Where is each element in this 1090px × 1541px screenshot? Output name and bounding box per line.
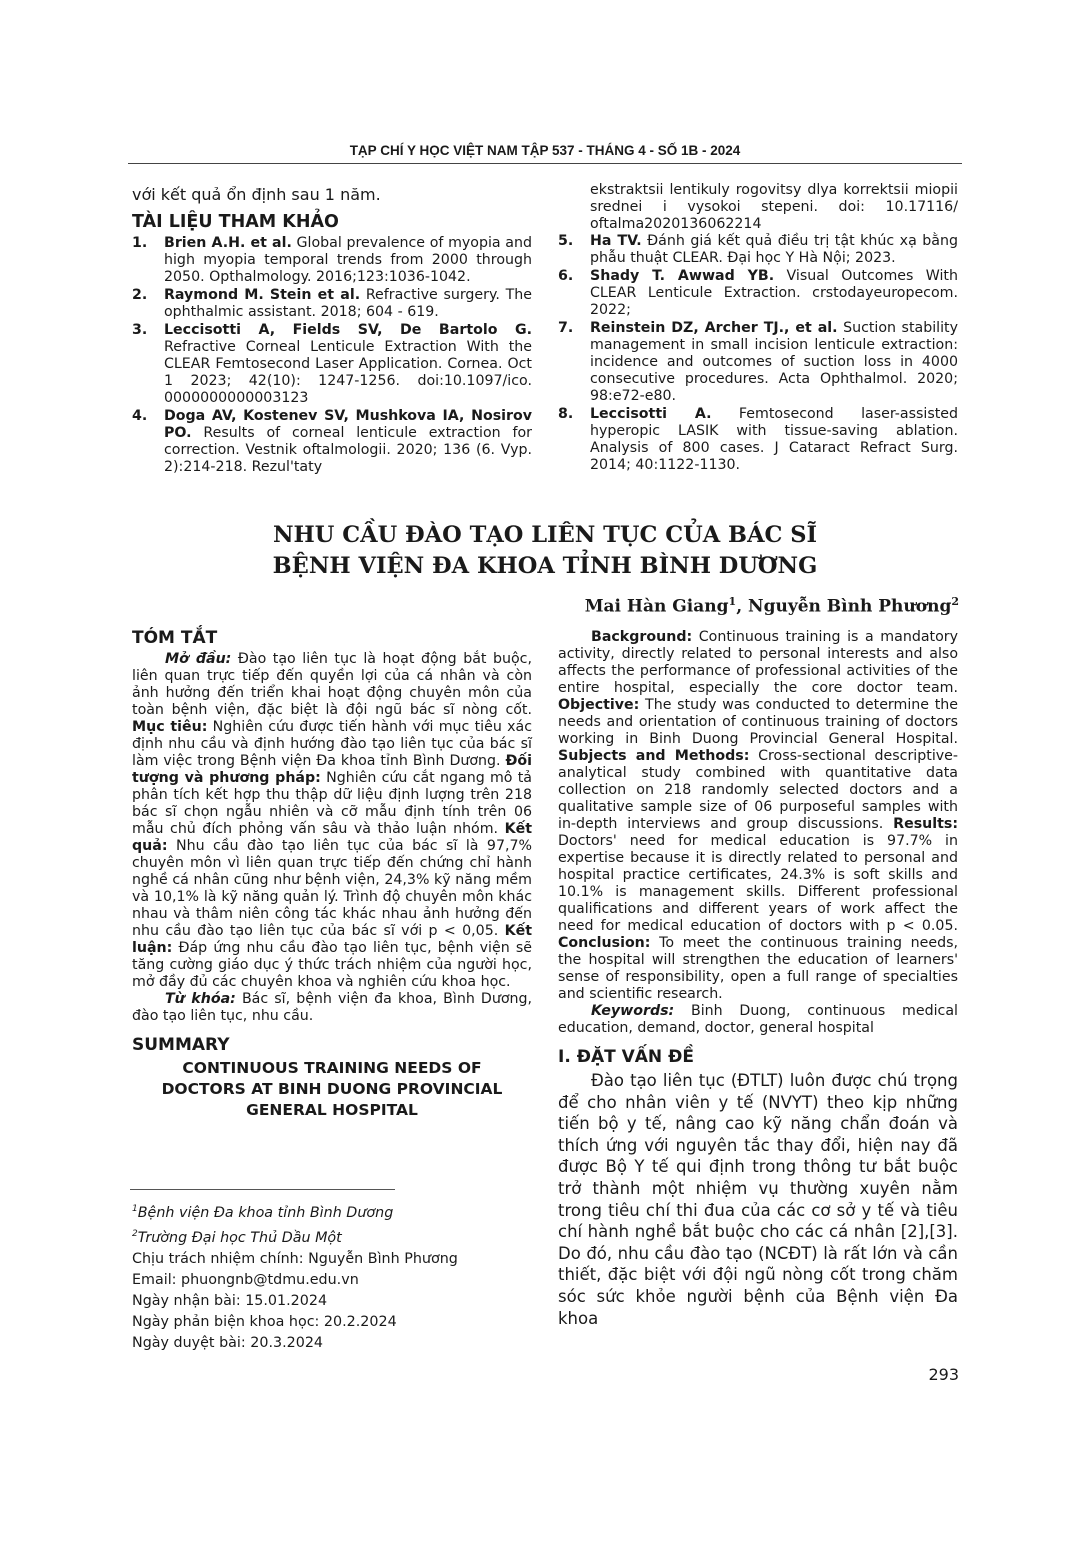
abstract-heading: TÓM TẮT [132, 628, 218, 648]
accepted-date: Ngày duyệt bài: 20.3.2024 [132, 1334, 324, 1351]
received-date: Ngày nhận bài: 15.01.2024 [132, 1292, 328, 1309]
review-date: Ngày phản biện khoa học: 20.2.2024 [132, 1313, 397, 1330]
keywords-vi: Từ khóa: Bác sĩ, bệnh viện đa khoa, Bình Dương, đào tạo liên tục, nhu cầu. [132, 991, 533, 1024]
abstract-vi-column [132, 630, 532, 1121]
abstract-en-column [558, 629, 958, 1329]
intro-heading: I. ĐẶT VẤN ĐỀ [558, 1047, 694, 1067]
footnotes [132, 1199, 458, 1354]
affiliation-1: $^1$Bệnh viện Đa khoa tỉnh Bình Dương [132, 1204, 394, 1221]
reference-item: 2. Raymond M. Stein et al. Refractive surgery. The ophthalmic assistant. 2018; 604 - 619. [132, 287, 533, 320]
references-heading: TÀI LIỆU THAM KHẢO [132, 212, 339, 232]
affiliation-2: $^2$Trường Đại học Thủ Dầu Một [132, 1228, 342, 1246]
responsible-author: Chịu trách nhiệm chính: Nguyễn Bình Phương [132, 1250, 458, 1267]
reference-continuation: ekstraktsii lentikuly rogovitsy dlya korrektsii miopii srednei i vysokoi stepeni. doi: 10.17116/ oftalma2020136062214 [590, 182, 958, 232]
reference-item: 5. Ha TV. Đánh giá kết quả điều trị tật khúc xạ bằng phẫu thuật CLEAR. Đại học Y Hà Nội; 2023. [558, 233, 958, 266]
reference-item: 6. Shady T. Awwad YB. Visual Outcomes With CLEAR Lenticule Extraction. crstodayeuropecom. 2022; [558, 268, 958, 318]
reference-item: 4. Doga AV, Kostenev SV, Mushkova IA, Nosirov PO. Results of corneal lenticule extraction for correction. Vestnik oftalmologii. 2020; 136 (6. Vyp. 2):214-218. Rezul'taty [132, 408, 532, 475]
summary-title: CONTINUOUS TRAINING NEEDS OF DOCTORS AT BINH DUONG PROVINCIAL GENERAL HOSPITAL [161, 1059, 503, 1119]
reference-item: 7. Reinstein DZ, Archer TJ., et al. Suction stability management in small incision lenticule extraction: incidence and outcomes of suction loss in 4000 consecutive procedures. Acta Ophthalmol. 2020; 98:e72-e80. [558, 320, 958, 404]
reference-item: 1. Brien A.H. et al. Global prevalence of myopia and high myopia temporal trends from 2000 through 2050. Opthalmology. 2016;123:1036-1042. [132, 235, 533, 285]
keywords-en: Keywords: Binh Duong, continuous medical education, demand, doctor, general hospital [558, 1003, 958, 1036]
right-references-column [558, 182, 958, 475]
intro-text: Đào tạo liên tục (ĐTLT) luôn được chú trọng để cho nhân viên y tế (NVYT) theo kịp những tiến bộ y tế, nâng cao kỹ năng chẩn đoán và thích ứng với nguyên tắc thay đổi, hiện nay đã được Bộ Y tế qui định trong thông tư bắt buộc trở thành một nhiệm vụ thường xuyên nằm trong tiêu chí thi đua của các cơ sở y tế và tiêu chí hành nghề bắt buộc cho các cá nhân [2],[3]. Do đó, nhu cầu đào tạo (NCĐT) là rất lớn và cần thiết, đặc biệt với đội ngũ nòng cốt trong chăm sóc sức khỏe người bệnh của Bệnh viện Đa khoa [558, 1071, 958, 1328]
journal-header: TẠP CHÍ Y HỌC VIỆT NAM TẬP 537 - THÁNG 4 - SỐ 1B - 2024 [349, 143, 741, 158]
footnote-rule [130, 1189, 395, 1190]
left-references-column [132, 186, 532, 477]
article-authors: Mai Hàn Giang$^1$, Nguyễn Bình Phương$^2$ [584, 595, 959, 617]
article-title: NHU CẦU ĐÀO TẠO LIÊN TỤC CỦA BÁC SĨ BỆNH VIỆN ĐA KHOA TỈNH BÌNH DƯƠNG [272, 522, 818, 579]
header-rule [128, 163, 962, 164]
abstract-vi-text: Mở đầu: Đào tạo liên tục là hoạt động bắt buộc, liên quan trực tiếp đến quyền lợi của cá nhân và còn ảnh hưởng đến triển khai hoạt động chuyên môn của toàn bệnh viện, đặc biệt là đội ngũ bác sĩ nòng cốt. Mục tiêu: Nghiên cứu được tiến hành với mục tiêu xác định nhu cầu và định hướng đào tạo liên tục của bác sĩ làm việc trong Bệnh viện Đa khoa tỉnh Bình Dương. Đối tượng và phương pháp: Nghiên cứu cắt ngang mô tả phân tích kết hợp thu thập dữ liệu định lượng trên 218 bác sĩ chọn ngẫu nhiên và cỡ mẫu định tính trên 06 mẫu chủ đích phỏng vấn sâu và thảo luận nhóm. Kết quả: Nhu cầu đào tạo liên tục của bác sĩ là 97,7% chuyên môn vì liên quan trực tiếp đến chứng chỉ hành nghề cá nhân cũng như bệnh viện, 24,3% kỹ năng mềm và 10,1% là kỹ năng quản lý. Trình độ chuyên môn khác nhau và thâm niên công tác khác nhau ảnh hưởng đến nhu cầu đào tạo liên tục của bác sĩ với p < 0,05. Kết luận: Đáp ứng nhu cầu đào tạo liên tục, bệnh viện sẽ tăng cường giáo dục ý thức trách nhiệm của người học, mở đầy đủ các chuyên khoa và nghiên cứu khoa học. [132, 651, 533, 990]
reference-item: 8. Leccisotti A. Femtosecond laser-assisted hyperopic LASIK with tissue-saving ablation. Analysis of 800 cases. J Cataract Refract Surg. 2014; 40:1122-1130. [558, 406, 959, 473]
abstract-en-text: Background: Continuous training is a mandatory activity, directly related to personal interests and also affects the performance of professional activities of the entire hospital, especially the core doctor team. Objective: The study was conducted to determine the needs and orientation of continuous training of doctors working in Binh Duong Provincial General Hospital. Subjects and Methods: Cross-sectional descriptive-analytical study combined with quantitative data collection on 218 randomly selected doctors and a qualitative sample size of 06 purposeful samples with in-depth interviews and group discussions. Results: Doctors' need for medical education is 97.7% in expertise because it is directly related to personal and hospital practice certificates, 24.3% is soft skills and 10.1% is management skills. Different professional qualifications and different years of work affect the need for medical education of doctors with p < 0.05. Conclusion: To meet the continuous training needs, the hospital will strengthen the education of learners' sense of responsibility, open a full range of specialties and scientific research. [558, 629, 959, 1002]
page-number: 293 [928, 1365, 959, 1384]
continuation-text: với kết quả ổn định sau 1 năm. [132, 185, 381, 204]
reference-item: 3. Leccisotti A, Fields SV, De Bartolo G. Refractive Corneal Lenticule Extraction With the CLEAR Femtosecond Laser Application. Cornea. Oct 1 2023; 42(10): 1247-1256. doi:10.1097/ico. 0000000000003123 [132, 322, 532, 406]
summary-heading: SUMMARY [132, 1035, 230, 1055]
email: Email: phuongnb@tdmu.edu.vn [132, 1271, 359, 1288]
